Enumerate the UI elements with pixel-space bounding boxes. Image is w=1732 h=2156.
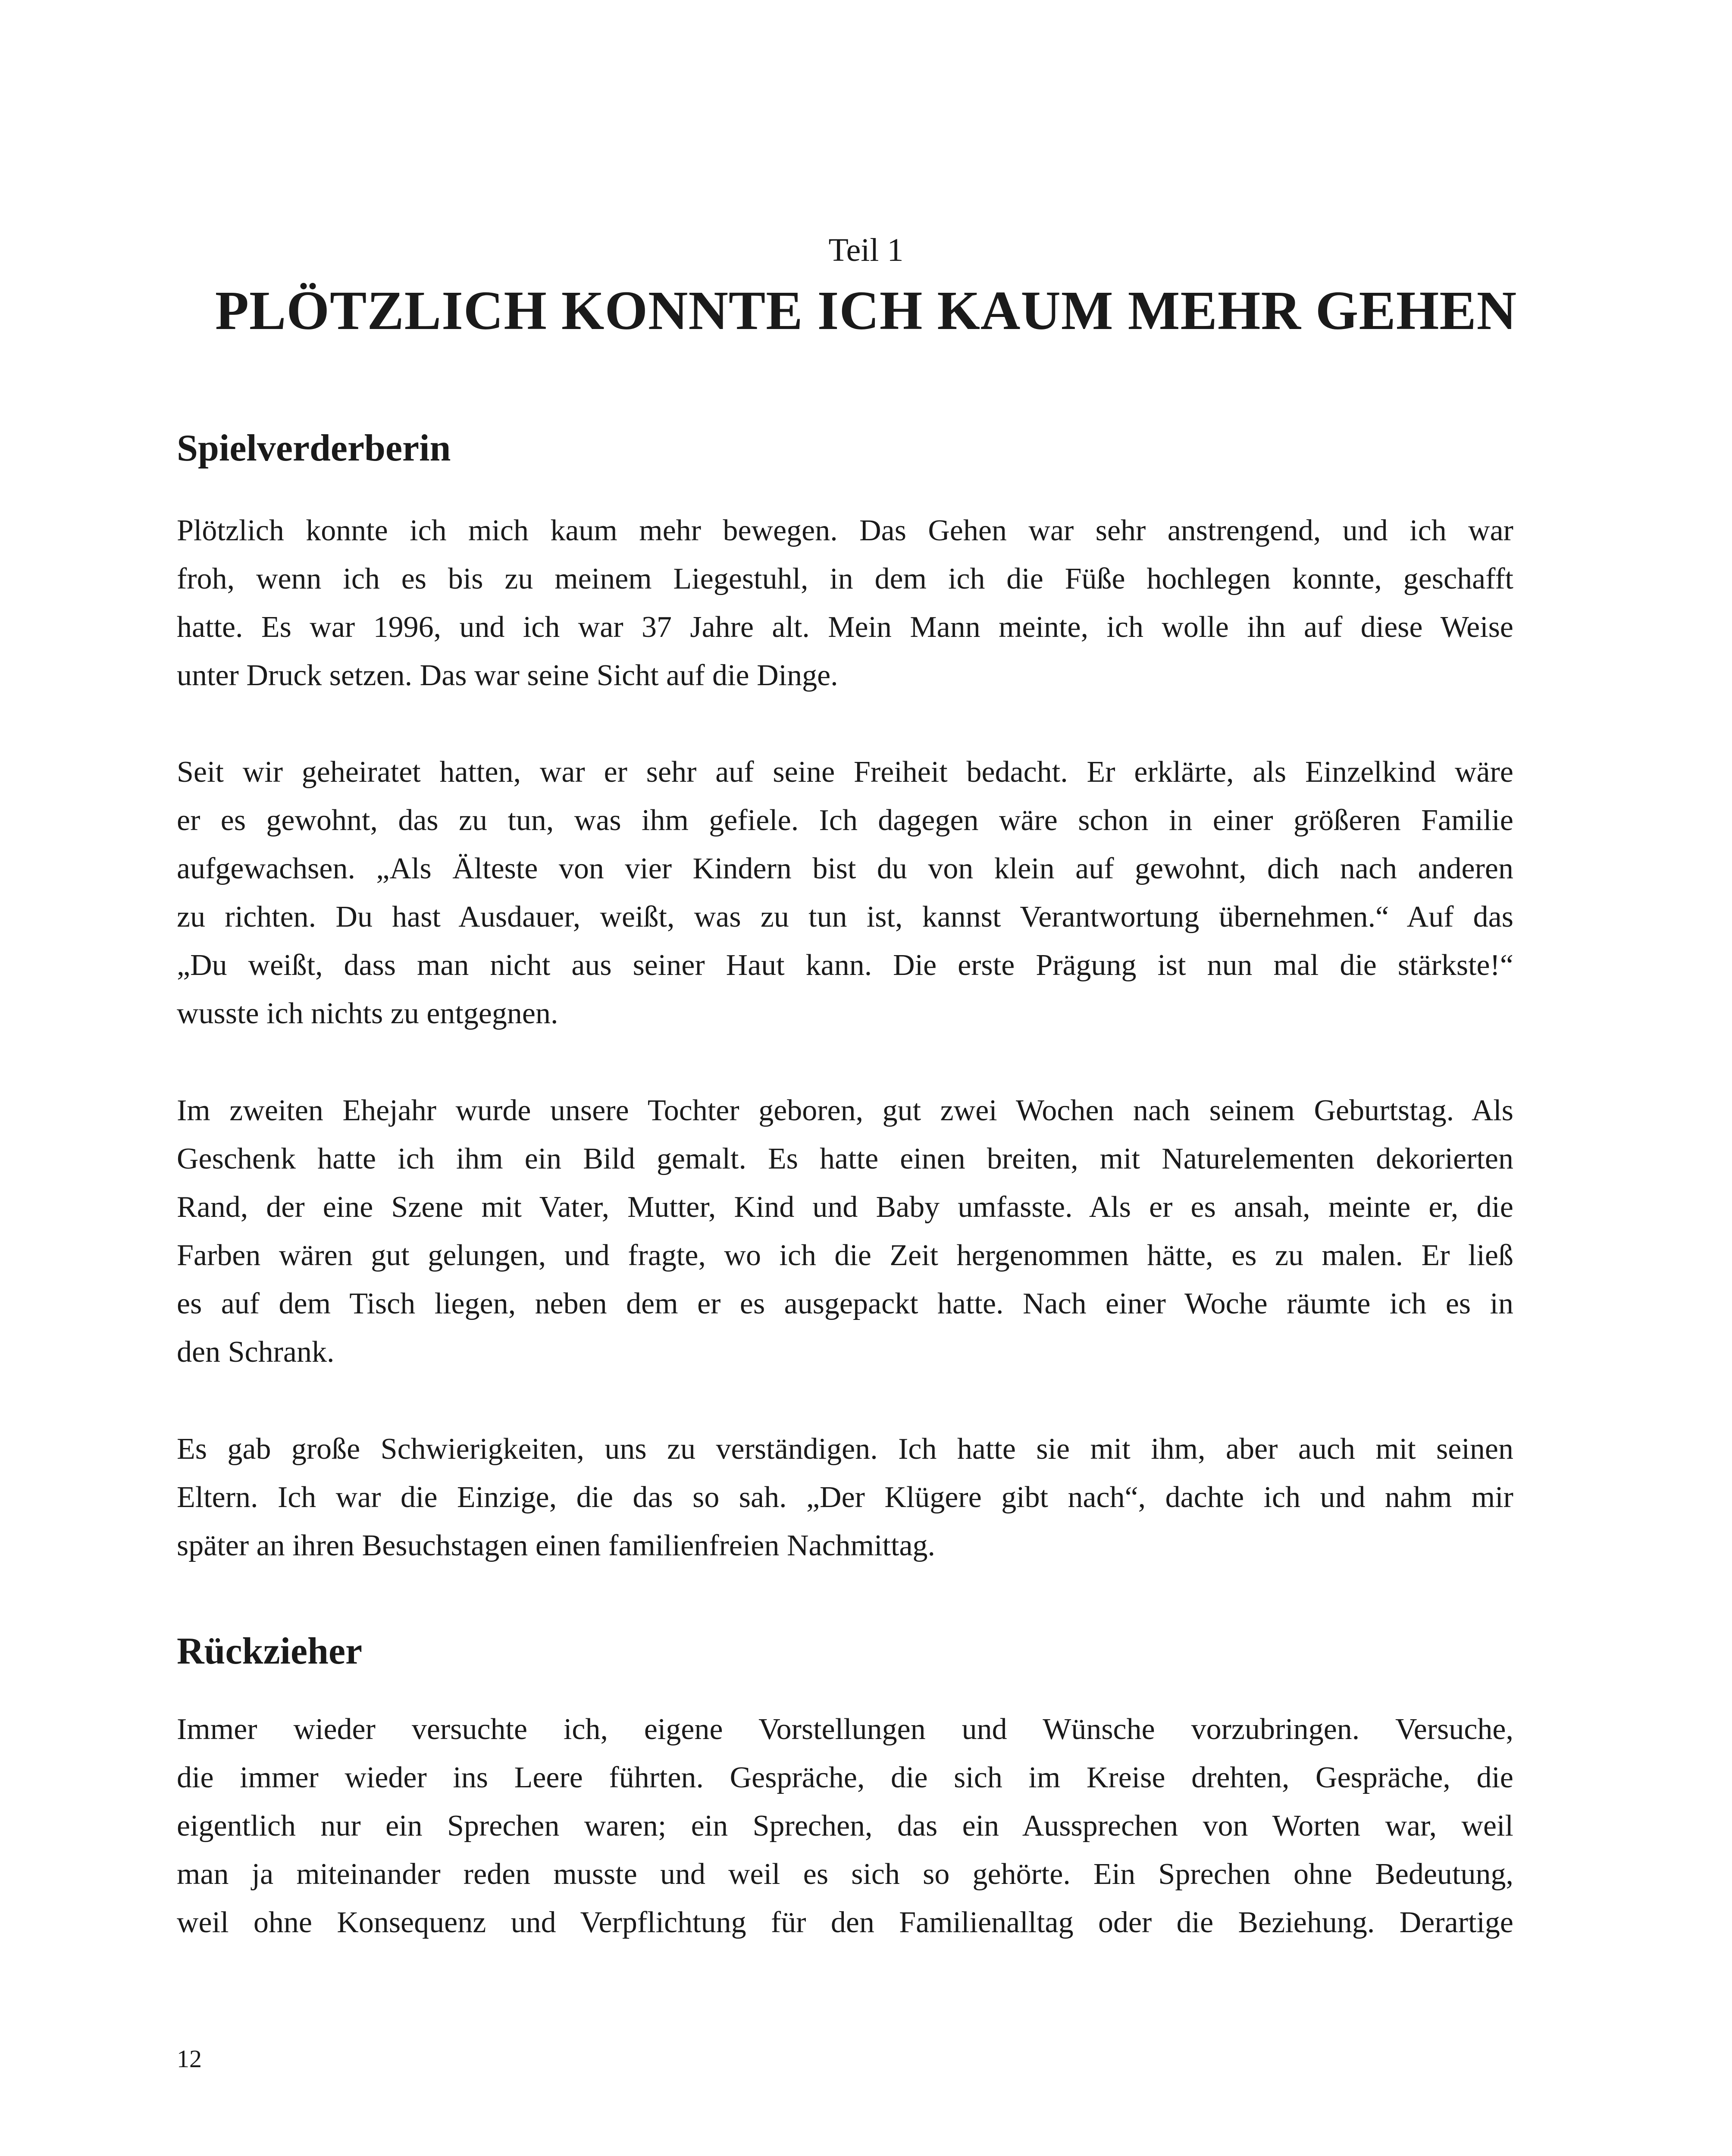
text-line: später an ihren Besuchstagen einen familienfreien Nachmittag.: [177, 1529, 936, 1562]
text-line: eigentlich nur ein Sprechen waren; ein Sprechen, das ein Aussprechen von Worten war, weil: [177, 1809, 1513, 1843]
text-line: „Du weißt, dass man nicht aus seiner Haut kann. Die erste Prägung ist nun mal die stärkste!“: [177, 949, 1513, 982]
text-line: zu richten. Du hast Ausdauer, weißt, was zu tun ist, kannst Verantwortung übernehmen.“ Auf das: [177, 900, 1513, 934]
section-heading-spielverderberin: Spielverderberin: [177, 427, 451, 469]
part-title: PLÖTZLICH KONNTE ICH KAUM MEHR GEHEN: [215, 280, 1517, 341]
text-line: wusste ich nichts zu entgegnen.: [177, 997, 558, 1030]
text-line: Seit wir geheiratet hatten, war er sehr auf seine Freiheit bedacht. Er erklärte, als Einzelkind wäre: [177, 755, 1513, 789]
text-line: er es gewohnt, das zu tun, was ihm gefiele. Ich dagegen wäre schon in einer größeren Familie: [177, 804, 1513, 837]
text-line: Immer wieder versuchte ich, eigene Vorstellungen und Wünsche vorzubringen. Versuche,: [177, 1713, 1513, 1746]
paragraph: [177, 1425, 1513, 1570]
text-line: aufgewachsen. „Als Älteste von vier Kindern bist du von klein auf gewohnt, dich nach anderen: [177, 852, 1513, 885]
text-line: Geschenk hatte ich ihm ein Bild gemalt. Es hatte einen breiten, mit Naturelementen dekorierten: [177, 1142, 1513, 1175]
section-heading-rueckzieher: Rückzieher: [177, 1630, 363, 1672]
paragraph: [177, 1087, 1513, 1376]
text-line: die immer wieder ins Leere führten. Gespräche, die sich im Kreise drehten, Gespräche, die: [177, 1761, 1513, 1794]
text-line: froh, wenn ich es bis zu meinem Liegestuhl, in dem ich die Füße hochlegen konnte, geschafft: [177, 562, 1513, 595]
text-line: Es gab große Schwierigkeiten, uns zu verständigen. Ich hatte sie mit ihm, aber auch mit seinen: [177, 1432, 1513, 1466]
text-line: Farben wären gut gelungen, und fragte, wo ich die Zeit hergenommen hätte, es zu malen. Er ließ: [177, 1239, 1513, 1272]
part-label: Teil 1: [828, 232, 904, 268]
text-line: weil ohne Konsequenz und Verpflichtung für den Familienalltag oder die Beziehung. Derartige: [177, 1906, 1513, 1939]
text-line: Plötzlich konnte ich mich kaum mehr bewegen. Das Gehen war sehr anstrengend, und ich war: [177, 514, 1513, 547]
text-line: man ja miteinander reden musste und weil es sich so gehörte. Ein Sprechen ohne Bedeutung,: [177, 1858, 1513, 1891]
text-line: Eltern. Ich war die Einzige, die das so sah. „Der Klügere gibt nach“, dachte ich und nahm mir: [177, 1481, 1513, 1514]
text-line: es auf dem Tisch liegen, neben dem er es ausgepackt hatte. Nach einer Woche räumte ich es in: [177, 1287, 1513, 1320]
paragraph: [177, 1705, 1513, 1947]
text-line: den Schrank.: [177, 1335, 335, 1369]
text-line: Rand, der eine Szene mit Vater, Mutter, Kind und Baby umfasste. Als er es ansah, meinte er, die: [177, 1191, 1513, 1224]
paragraph: [177, 748, 1513, 1038]
paragraph: [177, 507, 1513, 700]
text-line: hatte. Es war 1996, und ich war 37 Jahre alt. Mein Mann meinte, ich wolle ihn auf diese Weise: [177, 611, 1513, 644]
text-line: unter Druck setzen. Das war seine Sicht auf die Dinge.: [177, 659, 838, 692]
page-number: 12: [177, 2045, 202, 2073]
text-line: Im zweiten Ehejahr wurde unsere Tochter geboren, gut zwei Wochen nach seinem Geburtstag. Als: [177, 1094, 1513, 1127]
